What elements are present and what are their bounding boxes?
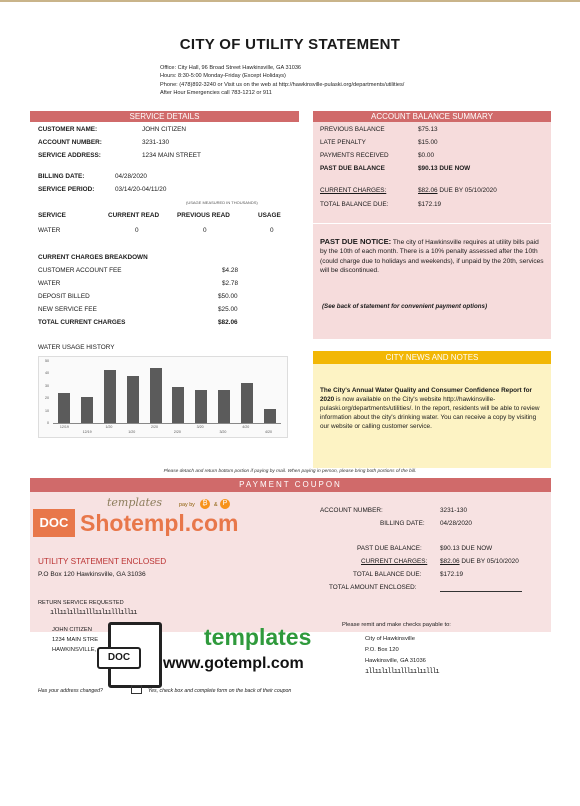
billing-date-label: BILLING DATE: (38, 173, 85, 180)
top-rule (0, 0, 580, 2)
mail-customer-city: HAWKINSVILLE, (52, 647, 97, 653)
page-title: CITY OF UTILITY STATEMENT (179, 36, 401, 53)
office-hours: Hours: 8:30-5:00 Monday-Friday (Except Holidays) (160, 73, 286, 80)
remit-name: City of Hawkinsville (365, 636, 415, 642)
charge-value: $4.28 (222, 267, 238, 274)
total-charges-label: TOTAL CURRENT CHARGES (38, 319, 126, 326)
usage-chart-x-axis (53, 425, 281, 437)
remit-barcode: ıllıılıllıılllıılıılllı (365, 668, 439, 676)
current-charges-label: CURRENT CHARGES: (320, 187, 387, 194)
charge-value: $50.00 (218, 293, 238, 300)
office-info (160, 64, 404, 98)
current-charges-value: $82.06 (418, 187, 438, 194)
coupon-past-due-label: PAST DUE BALANCE: (357, 545, 422, 552)
past-due-label: PAST DUE BALANCE (320, 165, 385, 172)
usage-chart-y-axis (39, 361, 49, 423)
col-current-read: CURRENT READ (108, 212, 160, 219)
billing-date: 04/28/2020 (115, 173, 147, 180)
current-charges-due: DUE BY 05/10/2020 (439, 187, 497, 194)
return-service-requested: RETURN SERVICE REQUESTED (38, 600, 124, 606)
water-current-read: 0 (135, 227, 139, 234)
usage-bar (195, 390, 207, 423)
col-service: SERVICE (38, 212, 66, 219)
charge-label: DEPOSIT BILLED (38, 293, 90, 300)
previous-balance-label: PREVIOUS BALANCE (320, 126, 385, 133)
usage-x-label: 3/20 (196, 425, 204, 429)
usage-bar (264, 409, 276, 423)
service-address-label: SERVICE ADDRESS: (38, 152, 101, 159)
usage-bar (81, 397, 93, 423)
service-period-label: SERVICE PERIOD: (38, 186, 95, 193)
past-due-value: $90.13 DUE NOW (418, 165, 471, 172)
charge-value: $2.78 (222, 280, 238, 287)
coupon-current-label: CURRENT CHARGES: (361, 558, 428, 565)
usage-x-label: 4/20 (242, 425, 250, 429)
usage-bar (172, 387, 184, 423)
previous-balance-value: $75.13 (418, 126, 438, 133)
total-balance-label: TOTAL BALANCE DUE: (320, 201, 389, 208)
mail-customer-address: 1234 MAIN STRE (52, 637, 99, 643)
customer-name: JOHN CITIZEN (142, 126, 187, 133)
paypal-icon: P (220, 499, 230, 509)
coupon-past-due-value: $90.13 DUE NOW (440, 545, 493, 552)
usage-y-tick: 40 (45, 371, 49, 376)
coupon-billing-value: 04/28/2020 (440, 520, 472, 527)
balance-header: ACCOUNT BALANCE SUMMARY (313, 111, 551, 122)
coupon-current-value: $82.06 (440, 558, 460, 565)
late-penalty-label: LATE PENALTY (320, 139, 366, 146)
usage-bar (218, 390, 230, 423)
usage-bar (241, 383, 253, 423)
gotempl-url: www.gotempl.com (163, 655, 304, 672)
remit-po-box: P.O. Box 120 (365, 647, 399, 653)
see-back-note: (See back of statement for convenient payment options) (322, 303, 488, 310)
office-phone: Phone: (478)892-3240 or Visit us on the web at http://hawkinsville-pulaski.org/departments/utilities/ (160, 81, 405, 88)
coupon-total-value: $172.19 (440, 571, 464, 578)
customer-name-label: CUSTOMER NAME: (38, 126, 98, 133)
usage-x-label: 1/20 (105, 425, 113, 429)
usage-y-tick: 20 (45, 396, 49, 401)
mail-customer-name: JOHN CITIZEN (52, 627, 92, 633)
watermark-brand: Shotempl.com (80, 510, 239, 536)
coupon-account-value: 3231-130 (440, 507, 468, 514)
news-header: CITY NEWS AND NOTES (313, 351, 551, 364)
service-address: 1234 MAIN STREET (142, 152, 201, 159)
address-changed-question: Has your address changed? (38, 688, 103, 694)
coupon-total-label: TOTAL BALANCE DUE: (353, 571, 422, 578)
service-details-header: SERVICE DETAILS (30, 111, 299, 122)
col-usage: USAGE (258, 212, 281, 219)
charge-label: NEW SERVICE FEE (38, 306, 97, 313)
address-changed-instructions: Yes, check box and complete form on the back of their coupon (148, 688, 292, 694)
address-changed-checkbox[interactable] (131, 685, 142, 694)
usage-bar (104, 370, 116, 423)
news-text: is now available on the City's website http://hawkinsville-pulaski.org/departments/utilities/. In the report, residents will be able to review information about the city's drinking water. You can receive a copy by visiting our website or calling customer service. (320, 396, 540, 430)
coupon-amount-enclosed-label: TOTAL AMOUNT ENCLOSED: (329, 584, 417, 591)
remit-instructions: Please remit and make checks payable to: (342, 622, 451, 628)
usage-y-tick: 50 (45, 359, 49, 363)
usage-bar (150, 368, 162, 423)
usage-x-label: 12/19 (59, 425, 69, 429)
usage-x-label: 4/20 (265, 430, 273, 434)
watermark-and-text: & (214, 502, 218, 508)
customer-barcode: ıllıılıllıılllıılıılllıllıı (50, 609, 137, 617)
coupon-current-due: DUE BY 05/10/2020 (461, 558, 519, 565)
coupon-header: PAYMENT COUPON (30, 478, 551, 492)
document-icon (108, 622, 162, 688)
office-emergency: After Hour Emergencies call 783-1212 or 911 (160, 90, 272, 97)
col-previous-read: PREVIOUS READ (177, 212, 230, 219)
watermark-script: templates (107, 496, 163, 509)
remit-city: Hawkinsville, GA 31036 (365, 658, 426, 664)
coupon-billing-label: BILLING DATE: (380, 520, 425, 527)
usage-bar (58, 393, 70, 423)
amount-enclosed-line[interactable] (440, 591, 522, 592)
news-bold: The City's Annual Water Quality and Consumer Confidence Report for 2020 (320, 387, 532, 403)
charges-header: CURRENT CHARGES BREAKDOWN (38, 254, 148, 261)
coupon-account-label: ACCOUNT NUMBER: (320, 507, 383, 514)
service-period: 03/14/20-04/11/20 (115, 186, 167, 193)
water-previous-read: 0 (203, 227, 207, 234)
water-label: WATER (38, 227, 61, 234)
watermark-paywith: pay by (179, 502, 195, 508)
usage-bar (127, 376, 139, 423)
notice-lead: PAST DUE NOTICE: (320, 237, 392, 246)
doc-badge: DOC (33, 509, 75, 537)
usage-x-label: 12/19 (82, 430, 92, 434)
usage-x-label: 1/20 (128, 430, 136, 434)
bitcoin-icon: ₿ (200, 499, 210, 509)
document-icon-label: DOC (97, 647, 141, 669)
news-body (320, 386, 542, 431)
charge-label: CUSTOMER ACCOUNT FEE (38, 267, 122, 274)
usage-history-title: WATER USAGE HISTORY (38, 344, 115, 351)
notice-text: The city of Hawkinsville requires at utility bills paid by the 10th of each month. There is a 10% penalty assessed after the 10th (could charge due to holidays and weekends), if unpaid by the 20th, services will be discontinued. (320, 239, 544, 275)
usage-chart (38, 356, 288, 438)
account-number-label: ACCOUNT NUMBER: (38, 139, 102, 146)
usage-x-label: 2/20 (151, 425, 159, 429)
total-balance-value: $172.19 (418, 201, 442, 208)
past-due-notice (320, 237, 546, 276)
usage-x-label: 2/20 (173, 430, 181, 434)
detach-instructions: Please detach and return bottom portion if paying by mail. When paying in person, please bring both portions of the bill. (163, 469, 417, 474)
usage-note: (USAGE MEASURED IN THOUSANDS) (186, 200, 258, 205)
account-number: 3231-130 (142, 139, 170, 146)
late-penalty-value: $15.00 (418, 139, 438, 146)
office-address: Office: City Hall, 96 Broad Street Hawkinsville, GA 31036 (160, 65, 302, 71)
po-box: P.O Box 120 Hawkinsville, GA 31036 (38, 571, 146, 578)
usage-y-tick: 10 (45, 408, 49, 413)
total-charges-value: $82.06 (218, 319, 238, 326)
usage-y-tick: 0 (47, 421, 49, 425)
charge-value: $25.00 (218, 306, 238, 313)
payments-received-label: PAYMENTS RECEIVED (320, 152, 389, 159)
usage-x-label: 3/20 (219, 430, 227, 434)
payments-received-value: $0.00 (418, 152, 434, 159)
water-usage: 0 (270, 227, 274, 234)
statement-enclosed: UTILITY STATEMENT ENCLOSED (38, 557, 167, 566)
usage-chart-plot (53, 361, 281, 424)
charge-label: WATER (38, 280, 61, 287)
templates-word: templates (204, 624, 312, 650)
usage-y-tick: 30 (45, 383, 49, 388)
